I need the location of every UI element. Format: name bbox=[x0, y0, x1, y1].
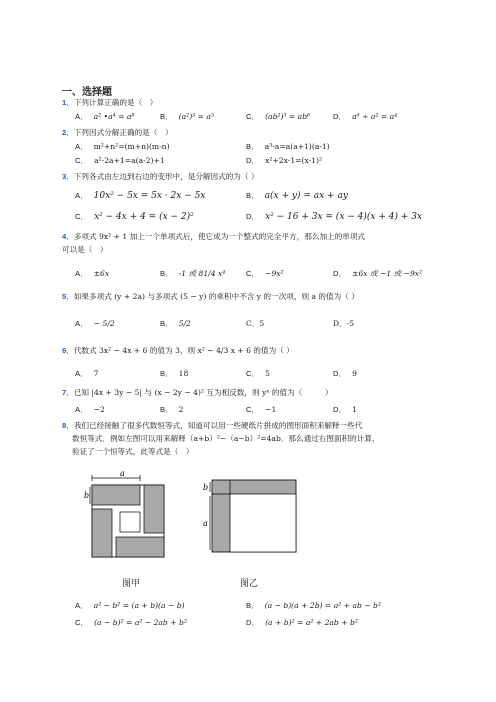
option-text: 1 bbox=[352, 405, 357, 414]
option-letter: C． bbox=[246, 269, 260, 278]
option-d[interactable] bbox=[333, 318, 354, 330]
label-a: a bbox=[120, 470, 125, 478]
question-number: 2． bbox=[62, 128, 74, 137]
option-letter: D． bbox=[246, 156, 260, 165]
option-text: (a²)³ = a⁵ bbox=[178, 112, 214, 121]
option-text: x² − 4x + 4 = (x − 2)² bbox=[94, 212, 194, 222]
option-c[interactable] bbox=[246, 368, 270, 380]
option-b[interactable] bbox=[246, 141, 330, 153]
option-letter: C． bbox=[75, 618, 89, 627]
option-c[interactable] bbox=[246, 111, 310, 123]
question-3 bbox=[62, 172, 259, 182]
option-c[interactable] bbox=[246, 318, 264, 330]
option-text: m²+n²=(m+n)(m-n) bbox=[93, 142, 170, 151]
option-text: D．-5 bbox=[333, 319, 355, 328]
option-letter: D． bbox=[333, 269, 347, 278]
question-2 bbox=[62, 128, 173, 138]
option-text: a(x + y) = ax + ay bbox=[264, 191, 348, 201]
option-letter: A． bbox=[75, 269, 88, 278]
caption-yi: 图乙 bbox=[240, 579, 259, 589]
option-text: 18 bbox=[178, 369, 189, 378]
question-7 bbox=[62, 388, 333, 398]
option-d[interactable] bbox=[333, 268, 422, 280]
question-text: 代数式 3x² − 4x + 6 的值为 3，则 x² − 4/3 x + 6 的值为（ ） bbox=[73, 346, 294, 355]
option-c[interactable] bbox=[75, 211, 194, 223]
option-text: − 5/2 bbox=[93, 319, 115, 328]
option-b[interactable] bbox=[246, 190, 348, 202]
question-1 bbox=[62, 98, 157, 108]
question-8-cont: 数恒等式．例如左图可以用来解释（a+b）²−（a−b）²=4ab．那么通过右图面积的计算， bbox=[72, 434, 380, 443]
figure-jia bbox=[80, 470, 180, 570]
option-letter: C． bbox=[246, 405, 260, 414]
option-a[interactable] bbox=[75, 141, 170, 153]
option-text: 7 bbox=[93, 369, 99, 378]
option-b[interactable] bbox=[160, 268, 225, 280]
option-text: 9 bbox=[352, 369, 357, 378]
question-5 bbox=[62, 292, 359, 302]
option-letter: A． bbox=[75, 601, 88, 610]
option-letter: A． bbox=[75, 369, 88, 378]
option-letter: A． bbox=[75, 319, 88, 328]
option-text: ±6x bbox=[93, 269, 110, 278]
option-letter: B． bbox=[246, 142, 259, 151]
question-8 bbox=[62, 421, 362, 431]
option-text: 5 bbox=[265, 369, 270, 378]
option-text: -1 或 81/4 x⁴ bbox=[178, 269, 226, 278]
question-8-cont2: 验证了一个恒等式，此等式是（ ） bbox=[72, 447, 194, 456]
option-text: 5/2 bbox=[178, 319, 191, 328]
option-d[interactable] bbox=[333, 368, 357, 380]
option-text: x²+2x-1=(x-1)² bbox=[265, 156, 323, 165]
option-c[interactable] bbox=[246, 404, 276, 416]
question-4-cont: 可以是（ ） bbox=[62, 245, 108, 254]
question-text: 我们已经接触了很多代数恒等式，知道可以用一些硬纸片拼成的图形面积来解释一些代 bbox=[73, 421, 363, 430]
option-letter: C． bbox=[246, 369, 260, 378]
option-a[interactable] bbox=[75, 111, 134, 123]
option-a[interactable] bbox=[75, 268, 109, 280]
option-letter: C． bbox=[75, 156, 89, 165]
question-number: 1． bbox=[62, 98, 74, 107]
question-number: 8． bbox=[62, 421, 74, 430]
option-text: a²-2a+1=a(a-2)+1 bbox=[94, 156, 165, 165]
option-b[interactable] bbox=[160, 404, 184, 416]
option-letter: B． bbox=[160, 112, 173, 121]
option-d[interactable] bbox=[246, 211, 422, 223]
option-text: −1 bbox=[265, 405, 277, 414]
question-text: 下列因式分解正确的是（ ） bbox=[73, 128, 173, 137]
question-number: 7． bbox=[62, 388, 74, 397]
section-title: 一、选择题 bbox=[62, 87, 112, 98]
question-text: 已知 |4x + 3y − 5| 与 (x − 2y − 4)² 互为相反数，则 yˣ 的值为（ ） bbox=[73, 388, 333, 397]
option-letter: D． bbox=[246, 618, 260, 627]
label-b: b bbox=[84, 491, 90, 500]
option-text: 2 bbox=[178, 405, 184, 414]
option-text: a² − b² = (a + b)(a − b) bbox=[93, 601, 185, 610]
option-letter: D． bbox=[333, 369, 347, 378]
caption-jia: 图甲 bbox=[122, 579, 141, 589]
option-text: (a + b)² = a² + 2ab + b² bbox=[265, 618, 358, 627]
option-letter: C． bbox=[246, 112, 260, 121]
question-4 bbox=[62, 232, 365, 242]
option-letter: D． bbox=[333, 405, 347, 414]
option-text: ±6x 或 −1 或 −9x² bbox=[352, 269, 423, 278]
option-letter: B． bbox=[160, 319, 173, 328]
question-number: 5． bbox=[62, 292, 74, 301]
figure-yi bbox=[200, 474, 300, 554]
label-a: a bbox=[203, 519, 208, 528]
option-text: (ab²)³ = ab⁶ bbox=[265, 112, 311, 121]
option-a[interactable] bbox=[75, 600, 185, 612]
option-letter: B． bbox=[160, 369, 173, 378]
option-letter: B． bbox=[160, 405, 173, 414]
option-c[interactable] bbox=[75, 617, 187, 629]
option-a[interactable] bbox=[75, 190, 205, 202]
option-a[interactable] bbox=[75, 404, 105, 416]
option-d[interactable] bbox=[246, 155, 322, 167]
option-letter: B． bbox=[246, 191, 259, 200]
question-text: 下列各式由左边到右边的变形中，是分解因式的为（ ） bbox=[73, 172, 259, 181]
option-c[interactable] bbox=[246, 268, 284, 280]
question-number: 6． bbox=[62, 346, 74, 355]
option-d[interactable] bbox=[333, 111, 397, 123]
option-text: a⁶ ÷ a² = a⁴ bbox=[352, 112, 398, 121]
option-b[interactable] bbox=[160, 318, 191, 330]
option-letter: A． bbox=[75, 405, 88, 414]
option-text: x² − 16 + 3x = (x − 4)(x + 4) + 3x bbox=[265, 212, 423, 222]
option-d[interactable] bbox=[246, 617, 358, 629]
option-letter: A． bbox=[75, 112, 88, 121]
option-letter: D． bbox=[246, 212, 260, 221]
option-text: a² •a⁴ = a⁸ bbox=[93, 112, 135, 121]
option-a[interactable] bbox=[75, 368, 99, 380]
question-text: 如果多项式 (y + 2a) 与多项式 (5 − y) 的乘积中不含 y 的一次项，则 a 的值为（ ） bbox=[73, 292, 359, 301]
option-b[interactable] bbox=[160, 111, 214, 123]
label-b: b bbox=[203, 483, 209, 492]
option-text: 10x² − 5x = 5x · 2x − 5x bbox=[93, 191, 206, 201]
option-text: (a − b)² = a² − 2ab + b² bbox=[94, 618, 187, 627]
option-text: C．5 bbox=[246, 319, 265, 328]
question-number: 3． bbox=[62, 172, 74, 181]
question-text: 下列计算正确的是（ ） bbox=[73, 98, 158, 107]
option-b[interactable] bbox=[246, 600, 381, 612]
question-text: 多项式 9x² + 1 加上一个单项式后，使它成为一个整式的完全平方，那么加上的单项式 bbox=[73, 232, 366, 241]
question-6 bbox=[62, 346, 294, 356]
option-b[interactable] bbox=[160, 368, 188, 380]
option-c[interactable] bbox=[75, 155, 165, 167]
option-text: −2 bbox=[93, 405, 105, 414]
option-letter: B． bbox=[160, 269, 173, 278]
option-letter: A． bbox=[75, 142, 88, 151]
option-letter: B． bbox=[246, 601, 259, 610]
option-text: (a − b)(a + 2b) = a² + ab − b² bbox=[264, 601, 381, 610]
option-text: −9x² bbox=[265, 269, 284, 278]
question-number: 4． bbox=[62, 232, 74, 241]
option-text: a³-a=a(a+1)(a-1) bbox=[264, 142, 330, 151]
option-letter: D． bbox=[333, 112, 347, 121]
option-letter: C． bbox=[75, 212, 89, 221]
option-d[interactable] bbox=[333, 404, 357, 416]
option-letter: A． bbox=[75, 191, 88, 200]
option-a[interactable] bbox=[75, 318, 115, 330]
